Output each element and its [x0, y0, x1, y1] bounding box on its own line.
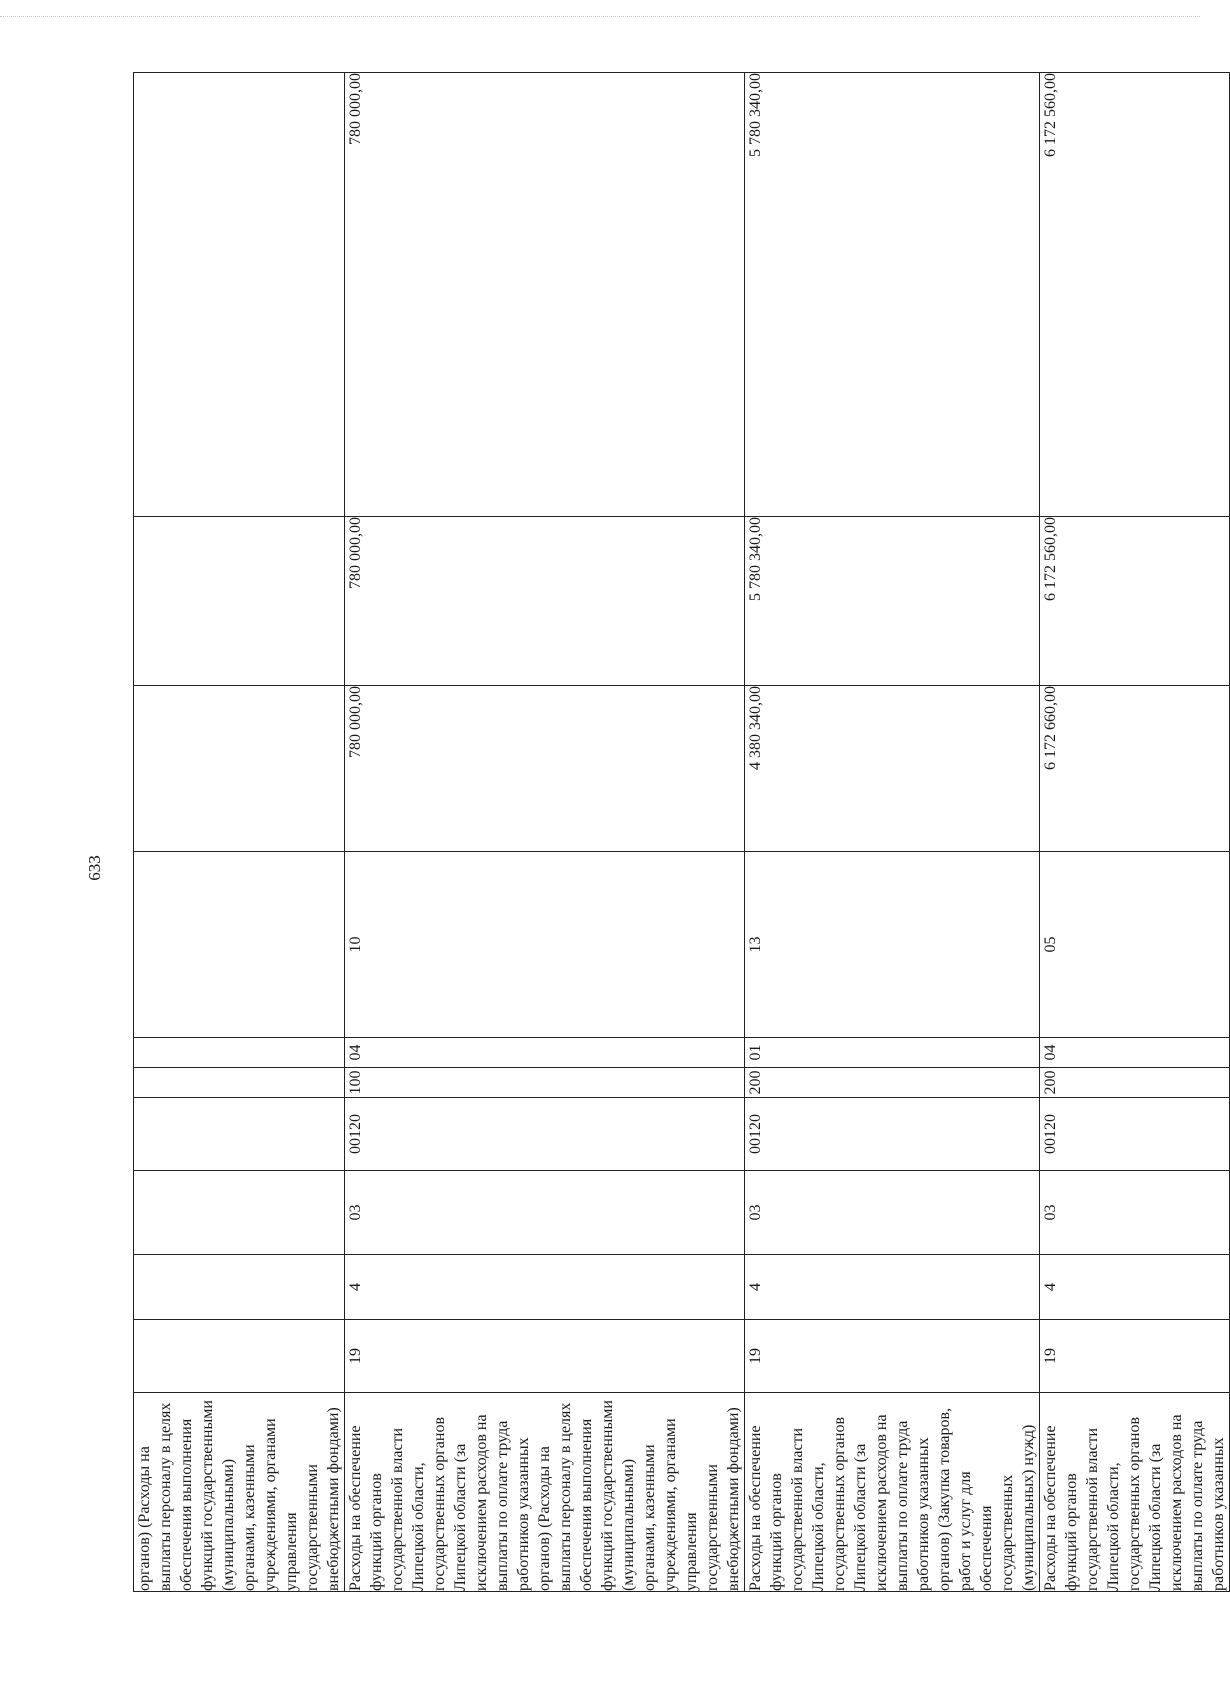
- cell-direction: 00120: [745, 1098, 1040, 1171]
- cell-direction: 00120: [345, 1098, 745, 1171]
- cell-expense-type: 100: [345, 1068, 745, 1098]
- cell-expense-type: 200: [1040, 1068, 1230, 1098]
- cell-program: 4: [345, 1255, 745, 1320]
- table-row: [1040, 73, 1230, 1592]
- cell-amount-3: [134, 73, 345, 517]
- row-description: Расходы на обеспечение функций органов государственной власти Липецкой области, государственных органов Липецкой области (за исключением расходов на выплаты по оплате труда работников указанных органов) (Расходы на выплаты персоналу в целях обеспечения выполнения функций государственными (муниципальными) органами, казенными учреждениями, органами управления государственными внебюджетными фондами): [345, 1393, 745, 1592]
- budget-table-rotated: [133, 72, 1227, 1592]
- cell-amount-1: 6 172 660,00: [1040, 686, 1230, 852]
- cell-direction: 00120: [1040, 1098, 1230, 1171]
- row-description: Расходы на обеспечение функций органов государственной власти Липецкой области, государственных органов Липецкой области (за исключением расходов на выплаты по оплате труда работников указанных: [1040, 1393, 1230, 1592]
- cell-section: 04: [345, 1038, 745, 1068]
- cell-direction: [134, 1098, 345, 1171]
- scan-edge-line: [0, 16, 1200, 17]
- cell-chapter: 19: [1040, 1320, 1230, 1393]
- cell-amount-3: 780 000,00: [345, 73, 745, 517]
- cell-amount-2: 6 172 560,00: [1040, 517, 1230, 686]
- cell-section: [134, 1038, 345, 1068]
- cell-subsection: [134, 852, 345, 1038]
- cell-amount-3: 5 780 340,00: [745, 73, 1040, 517]
- cell-amount-2: 780 000,00: [345, 517, 745, 686]
- table-row: [345, 73, 745, 1592]
- table-row: [134, 73, 345, 1592]
- row-description: органов) (Расходы на выплаты персоналу в целях обеспечения выполнения функций государственными (муниципальными) органами, казенными учреждениями, органами управления государственными внебюджетными фондами): [134, 1393, 345, 1592]
- cell-amount-3: 6 172 560,00: [1040, 73, 1230, 517]
- budget-table: [133, 72, 1230, 1592]
- cell-chapter: [134, 1320, 345, 1393]
- cell-subsection: 10: [345, 852, 745, 1038]
- cell-amount-1: 4 380 340,00: [745, 686, 1040, 852]
- cell-amount-1: 780 000,00: [345, 686, 745, 852]
- cell-amount-2: 5 780 340,00: [745, 517, 1040, 686]
- cell-subsection: 05: [1040, 852, 1230, 1038]
- cell-subsection: 13: [745, 852, 1040, 1038]
- table-row: [745, 73, 1040, 1592]
- cell-chapter: 19: [745, 1320, 1040, 1393]
- cell-program: [134, 1255, 345, 1320]
- cell-expense-type: 200: [745, 1068, 1040, 1098]
- cell-subprogram: [134, 1171, 345, 1255]
- cell-program: 4: [1040, 1255, 1230, 1320]
- cell-subprogram: 03: [1040, 1171, 1230, 1255]
- cell-amount-1: [134, 686, 345, 852]
- row-description: Расходы на обеспечение функций органов государственной власти Липецкой области, государственных органов Липецкой области (за исключением расходов на выплаты по оплате труда работников указанных органов) (Закупка товаров, работ и услуг для обеспечения государственных (муниципальных) нужд): [745, 1393, 1040, 1592]
- cell-program: 4: [745, 1255, 1040, 1320]
- cell-subprogram: 03: [345, 1171, 745, 1255]
- cell-amount-2: [134, 517, 345, 686]
- page-number: 633: [84, 855, 104, 881]
- cell-expense-type: [134, 1068, 345, 1098]
- cell-chapter: 19: [345, 1320, 745, 1393]
- cell-section: 01: [745, 1038, 1040, 1068]
- cell-subprogram: 03: [745, 1171, 1040, 1255]
- cell-section: 04: [1040, 1038, 1230, 1068]
